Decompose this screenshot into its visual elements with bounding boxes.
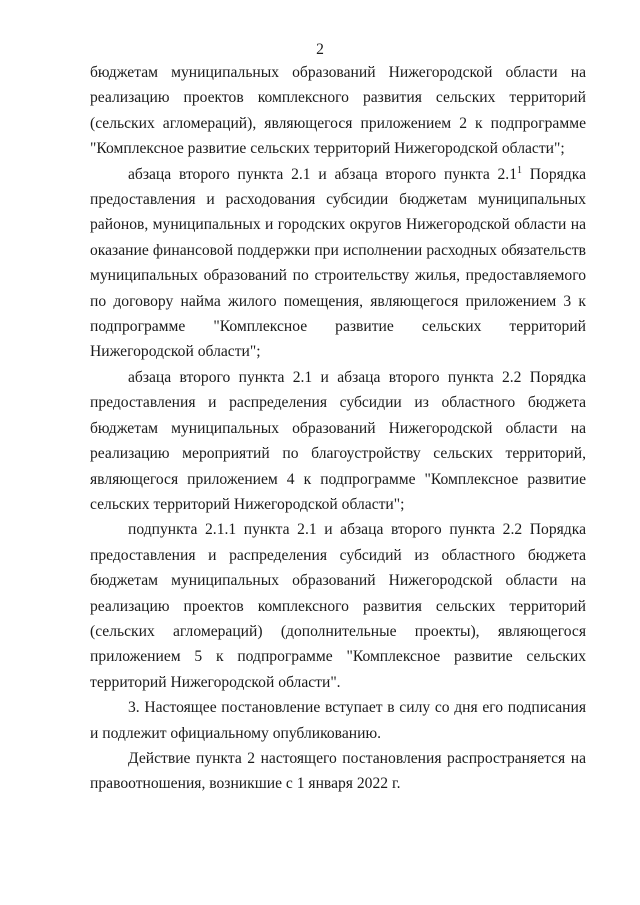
page-number: 2 — [316, 41, 324, 58]
paragraph-appendix-3-text-end: Порядка предоставления и расходования субсидии бюджетам муниципальных районов, муниципальных и городских округов Нижегородской области на оказание финансовой поддержки при исполнении расходных обязательств муниципальных образований по строительству жилья, предоставляемого по договору найма жилого помещения, являющегося приложением 3 к подпрограмме "Комплексное развитие сельских территорий Нижегородской области"; — [90, 165, 587, 361]
paragraph-continuation-appendix-2: бюджетам муниципальных образований Нижегородской области на реализацию проектов комплексного развития сельских территорий (сельских агломераций), являющегося приложением 2 к подпрограмме "Комплексное развитие сельских территорий Нижегородской области"; — [90, 64, 586, 158]
paragraph-appendix-4: абзаца второго пункта 2.1 и абзаца второго пункта 2.2 Порядка предоставления и распределения субсидии из областного бюджета бюджетам муниципальных образований Нижегородской области на реализацию мероприятий по благоустройству сельских территорий, являющегося приложением 4 к подпрограмме "Комплексное развитие сельских территорий Нижегородской области"; — [90, 368, 586, 513]
paragraph-appendix-3-text-start: абзаца второго пункта 2.1 и абзаца второго пункта 2.1 — [128, 165, 518, 183]
paragraph-entry-into-force: 3. Настоящее постановление вступает в силу со дня его подписания и подлежит официальному опубликованию. — [90, 699, 586, 742]
paragraph-appendix-3 — [90, 162, 586, 365]
paragraph-appendix-3-superscript: 1 — [517, 164, 523, 176]
paragraph-appendix-5: подпункта 2.1.1 пункта 2.1 и абзаца второго пункта 2.2 Порядка предоставления и распределения субсидий из областного бюджета бюджетам муниципальных образований Нижегородской области на реализацию проектов комплексного развития сельских территорий (сельских агломераций) (дополнительные проекты), являющегося приложением 5 к подпрограмме "Комплексное развитие сельских территорий Нижегородской области". — [90, 521, 586, 691]
paragraph-retroactive-effect: Действие пункта 2 настоящего постановления распространяется на правоотношения, возникшие с 1 января 2022 г. — [90, 749, 586, 793]
document-body — [90, 60, 586, 797]
